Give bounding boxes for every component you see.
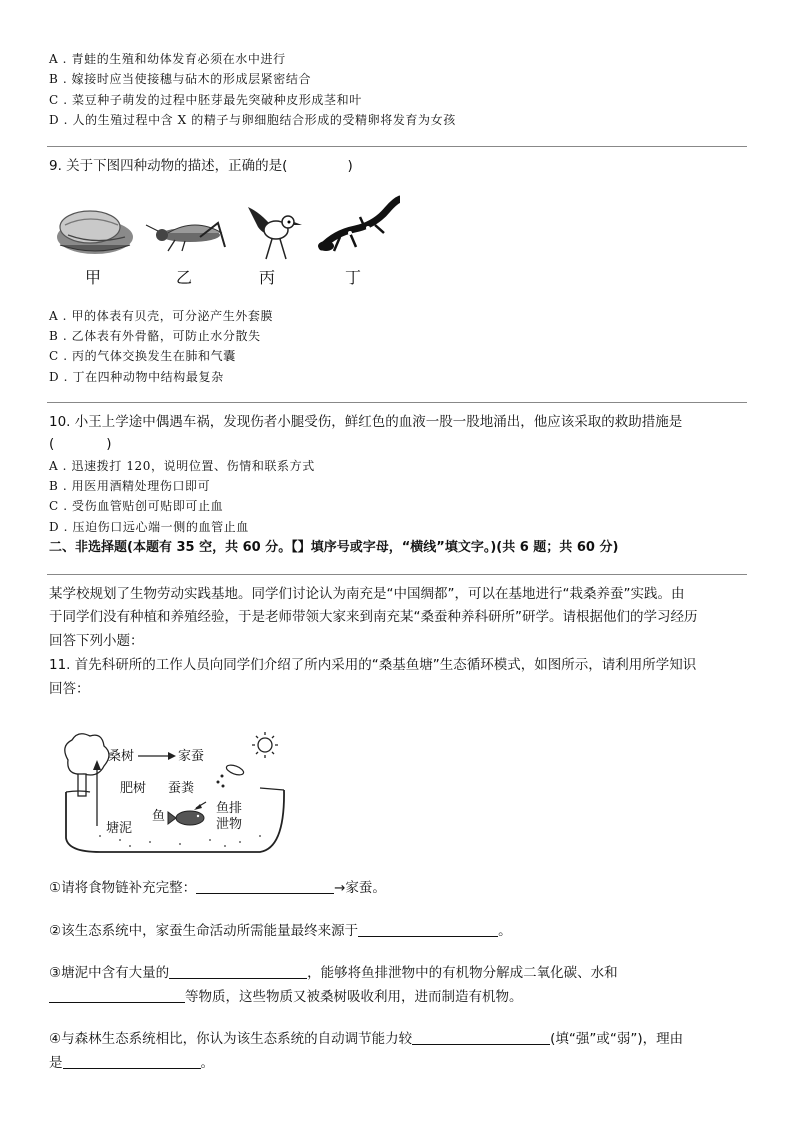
answer-blank-4a[interactable]	[412, 1030, 550, 1045]
q9-stem	[49, 157, 353, 175]
intro-line-1: 某学校规划了生物劳动实践基地。同学们讨论认为南充是“中国绸都”，可以在基地进行“栽桑养蚕”实践。由	[49, 586, 685, 602]
divider	[47, 574, 747, 575]
q10-stem-line2	[49, 435, 112, 453]
section-2-title: 二、非选择题(本题有 35 空，共 60 分。【】填序号或字母，“横线”填文字。)(共 6 题；共 60 分)	[49, 540, 619, 555]
fish-icon	[168, 811, 204, 825]
q8-option-b: B . 嫁接时应当使接穗与砧木的形成层紧密结合	[49, 72, 312, 86]
diagram-label-pond-mud: 塘泥	[106, 821, 133, 836]
q10-paren-open: (	[49, 436, 55, 452]
sub2-prefix: ②该生态系统中，家蚕生命活动所需能量最终来源于	[49, 923, 359, 939]
q9-option-c: C . 丙的气体交换发生在肺和气囊	[49, 349, 236, 363]
sub3-middle: ，能够将鱼排泄物中的有机物分解成二氧化碳、水和	[307, 965, 618, 981]
q10-option-b: B . 用医用酒精处理伤口即可	[49, 479, 211, 493]
q9-stem-text: 9. 关于下图四种动物的描述，正确的是(	[49, 158, 288, 174]
label-yi: 乙	[176, 268, 193, 287]
sub1-suffix: →家蚕。	[334, 880, 386, 896]
sub-question-4-line2	[49, 1054, 214, 1072]
divider	[47, 146, 747, 147]
mulberry-tree-icon	[65, 734, 109, 796]
diagram-label-silkworm: 家蚕	[178, 749, 205, 764]
pond-outline	[66, 790, 284, 852]
shellfish-image	[57, 211, 133, 254]
label-ding: 丁	[345, 268, 362, 287]
sun-icon	[252, 732, 278, 758]
sub3-line2-suffix: 等物质，这些物质又被桑树吸收利用，进而制造有机物。	[185, 989, 523, 1005]
answer-blank-3a[interactable]	[169, 964, 307, 979]
sub4-middle: (填“强”或“弱”)，理由	[550, 1031, 684, 1047]
q9-option-d: D . 丁在四种动物中结构最复杂	[49, 370, 224, 384]
label-bing: 丙	[259, 268, 276, 287]
label-jia: 甲	[85, 268, 102, 287]
sub-question-4-line1	[49, 1030, 683, 1048]
diagram-label-fish-excrete: 鱼排	[216, 801, 243, 816]
q9-option-a: A . 甲的体表有贝壳，可分泌产生外套膜	[49, 309, 274, 323]
answer-blank-4b[interactable]	[63, 1054, 201, 1069]
lizard-image	[318, 199, 400, 251]
sub-question-3-line1	[49, 964, 618, 982]
diagram-label-silkworm-droppings: 蚕粪	[168, 781, 195, 796]
sub2-suffix: 。	[498, 923, 512, 939]
q10-option-d: D . 压迫伤口远心端一侧的血管止血	[49, 520, 249, 534]
q10-option-c: C . 受伤血管贴创可贴即可止血	[49, 499, 224, 513]
sub3-prefix: ③塘泥中含有大量的	[49, 965, 170, 981]
intro-line-3: 回答下列小题：	[49, 633, 144, 649]
diagram-label-fish: 鱼	[152, 809, 166, 824]
animal-figures	[50, 195, 400, 265]
diagram-label-mulberry: 桑树	[108, 749, 135, 764]
sub4-line2-suffix: 。	[200, 1055, 214, 1071]
q8-option-d: D . 人的生殖过程中含 X 的精子与卵细胞结合形成的受精卵将发育为女孩	[49, 113, 456, 127]
answer-blank-2[interactable]	[358, 922, 498, 937]
q11-stem-line1: 11. 首先科研所的工作人员向同学们介绍了所内采用的“桑基鱼塘”生态循环模式，如图所示，请利用所学知识	[49, 657, 697, 673]
q9-option-b: B . 乙体表有外骨骼，可防止水分散失	[49, 329, 261, 343]
sub-question-2	[49, 922, 512, 940]
intro-line-2: 于同学们没有种植和养殖经验，于是老师带领大家来到南充某“桑蚕种养科研所”研学。请根据他们的学习经历	[49, 609, 698, 625]
divider	[47, 402, 747, 403]
sub4-line2-prefix: 是	[49, 1055, 63, 1071]
q11-stem-line2: 回答：	[49, 681, 90, 697]
sub1-prefix: ①请将食物链补充完整：	[49, 880, 197, 896]
diagram-label-excrement: 泄物	[216, 817, 243, 832]
q8-option-c: C . 菜豆种子萌发的过程中胚芽最先突破种皮形成茎和叶	[49, 93, 362, 107]
answer-blank-3b[interactable]	[49, 988, 185, 1003]
q8-option-a: A . 青蛙的生殖和幼体发育必须在水中进行	[49, 52, 286, 66]
sub4-prefix: ④与森林生态系统相比，你认为该生态系统的自动调节能力较	[49, 1031, 413, 1047]
diagram-label-fertilize: 肥树	[120, 781, 147, 796]
sub-question-1	[49, 879, 386, 897]
silkworm-icon	[217, 763, 245, 787]
grasshopper-image	[146, 223, 225, 251]
answer-blank-1[interactable]	[196, 879, 334, 894]
q10-option-a: A . 迅速拨打 120，说明位置、伤情和联系方式	[49, 459, 315, 473]
sub-question-3-line2	[49, 988, 523, 1006]
bird-image	[248, 207, 302, 259]
q10-stem-line1: 10. 小王上学途中偶遇车祸，发现伤者小腿受伤，鲜红色的血液一股一股地涌出，他应该采取的救助措施是	[49, 414, 683, 430]
q10-paren-close: )	[106, 436, 112, 452]
q9-stem-close: )	[347, 158, 353, 174]
sangji-yutang-diagram	[60, 730, 290, 855]
